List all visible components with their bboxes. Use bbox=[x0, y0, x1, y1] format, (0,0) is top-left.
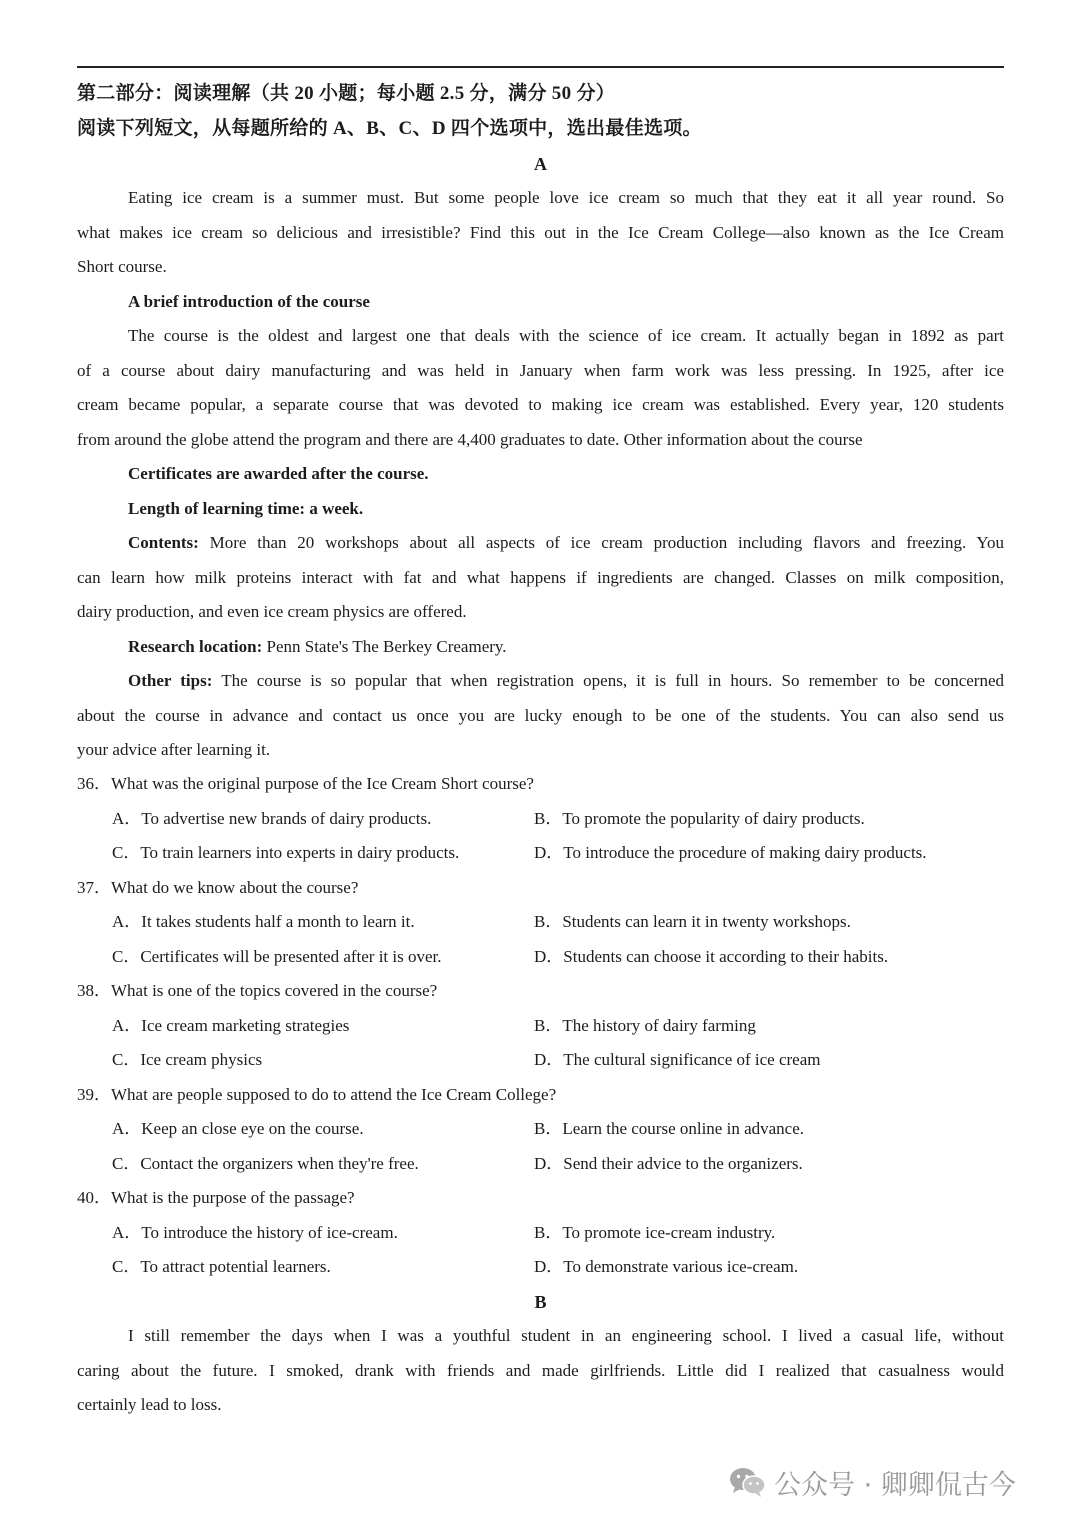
question-37-option-c: C．Certificates will be presented after it is over. bbox=[112, 947, 442, 966]
question-36-option-d: D．To introduce the procedure of making dairy products. bbox=[534, 843, 927, 862]
watermark-text: 公众号 · 卿卿侃古今 bbox=[774, 1469, 1016, 1501]
question-37-option-a: A．It takes students half a month to learn it. bbox=[112, 912, 415, 931]
part-title: 第二部分：阅读理解（共 20 小题；每小题 2.5 分，满分 50 分） bbox=[77, 83, 616, 104]
instruction: 阅读下列短文，从每题所给的 A、B、C、D 四个选项中，选出最佳选项。 bbox=[77, 118, 702, 139]
contents-line: can learn how milk proteins interact with fat and what happens if ingredients are changed. Classes on milk composition, bbox=[77, 568, 1004, 587]
top-rule bbox=[77, 66, 1004, 68]
passage-b-p1-line: caring about the future. I smoked, drank with friends and made girlfriends. Little did I realized that casualness would bbox=[77, 1361, 1004, 1380]
question-39-stem: 39．What are people supposed to do to attend the Ice Cream College? bbox=[77, 1085, 557, 1104]
tips-line: about the course in advance and contact us once you are lucky enough to be one of the students. You can also send us bbox=[77, 706, 1004, 725]
passage-a-p2-line: from around the globe attend the program and there are 4,400 graduates to date. Other information about the course bbox=[77, 430, 863, 449]
question-37-option-d: D．Students can choose it according to their habits. bbox=[534, 947, 889, 966]
question-36-option-b: B．To promote the popularity of dairy products. bbox=[534, 809, 865, 828]
question-36-stem: 36．What was the original purpose of the Ice Cream Short course? bbox=[77, 774, 534, 793]
passage-a-p1-line: what makes ice cream so delicious and irresistible? Find this out in the Ice Cream College—also known as the Ice Cream bbox=[77, 223, 1004, 242]
passage-a-p2-line: cream became popular, a separate course that was devoted to making ice cream was established. Every year, 120 students bbox=[77, 395, 1004, 414]
research-label: Research location: bbox=[128, 637, 263, 656]
watermark bbox=[728, 1462, 1016, 1502]
question-37-stem: 37．What do we know about the course? bbox=[77, 878, 359, 897]
question-39-option-d: D．Send their advice to the organizers. bbox=[534, 1154, 803, 1173]
passage-a-p1-line: Eating ice cream is a summer must. But some people love ice cream so much that they eat it all year round. So bbox=[128, 188, 1004, 207]
contents-line bbox=[77, 526, 1004, 561]
certificates-line: Certificates are awarded after the course. bbox=[128, 464, 429, 483]
passage-b-p1-line: I still remember the days when I was a youthful student in an engineering school. I lived a casual life, without bbox=[128, 1326, 1004, 1345]
length-line: Length of learning time: a week. bbox=[128, 499, 364, 518]
question-37-option-b: B．Students can learn it in twenty workshops. bbox=[534, 912, 851, 931]
contents-text: More than 20 workshops about all aspects of ice cream production including flavors and freezing. You bbox=[198, 533, 1004, 552]
question-38-option-d: D．The cultural significance of ice cream bbox=[534, 1050, 821, 1069]
question-39-option-b: B．Learn the course online in advance. bbox=[534, 1119, 805, 1138]
question-38-option-c: C．Ice cream physics bbox=[112, 1050, 263, 1069]
passage-a-label: A bbox=[534, 154, 547, 174]
question-38-stem: 38．What is one of the topics covered in the course? bbox=[77, 981, 438, 1000]
passage-a-p1-line: Short course. bbox=[77, 257, 167, 276]
question-40-option-d: D．To demonstrate various ice-cream. bbox=[534, 1257, 799, 1276]
passage-b-label: B bbox=[534, 1292, 547, 1312]
course-intro-heading: A brief introduction of the course bbox=[128, 292, 370, 311]
question-40-option-c: C．To attract potential learners. bbox=[112, 1257, 331, 1276]
question-40-stem: 40．What is the purpose of the passage? bbox=[77, 1188, 355, 1207]
passage-a-p2-line: The course is the oldest and largest one that deals with the science of ice cream. It actually began in 1892 as part bbox=[128, 326, 1004, 345]
question-40-option-a: A．To introduce the history of ice-cream. bbox=[112, 1223, 398, 1242]
question-39-option-a: A．Keep an close eye on the course. bbox=[112, 1119, 364, 1138]
tips-label: Other tips: bbox=[128, 671, 213, 690]
tips-line bbox=[77, 664, 1004, 699]
tips-line: your advice after learning it. bbox=[77, 740, 271, 759]
question-39-option-c: C．Contact the organizers when they're free. bbox=[112, 1154, 419, 1173]
question-38-option-b: B．The history of dairy farming bbox=[534, 1016, 756, 1035]
contents-label: Contents: bbox=[128, 533, 199, 552]
tips-text: The course is so popular that when registration opens, it is full in hours. So remember to be concerned bbox=[212, 671, 1004, 690]
passage-a-p2-line: of a course about dairy manufacturing and was held in January when farm work was less pressing. In 1925, after ice bbox=[77, 361, 1004, 380]
question-38-option-a: A．Ice cream marketing strategies bbox=[112, 1016, 350, 1035]
research-text: Penn State's The Berkey Creamery. bbox=[262, 637, 507, 656]
wechat-icon bbox=[728, 1466, 766, 1498]
question-36-option-c: C．To train learners into experts in dairy products. bbox=[112, 843, 460, 862]
question-36-option-a: A．To advertise new brands of dairy products. bbox=[112, 809, 432, 828]
passage-b-p1-line: certainly lead to loss. bbox=[77, 1395, 222, 1414]
question-40-option-b: B．To promote ice-cream industry. bbox=[534, 1223, 776, 1242]
contents-line: dairy production, and even ice cream physics are offered. bbox=[77, 602, 467, 621]
research-line bbox=[77, 630, 1004, 665]
